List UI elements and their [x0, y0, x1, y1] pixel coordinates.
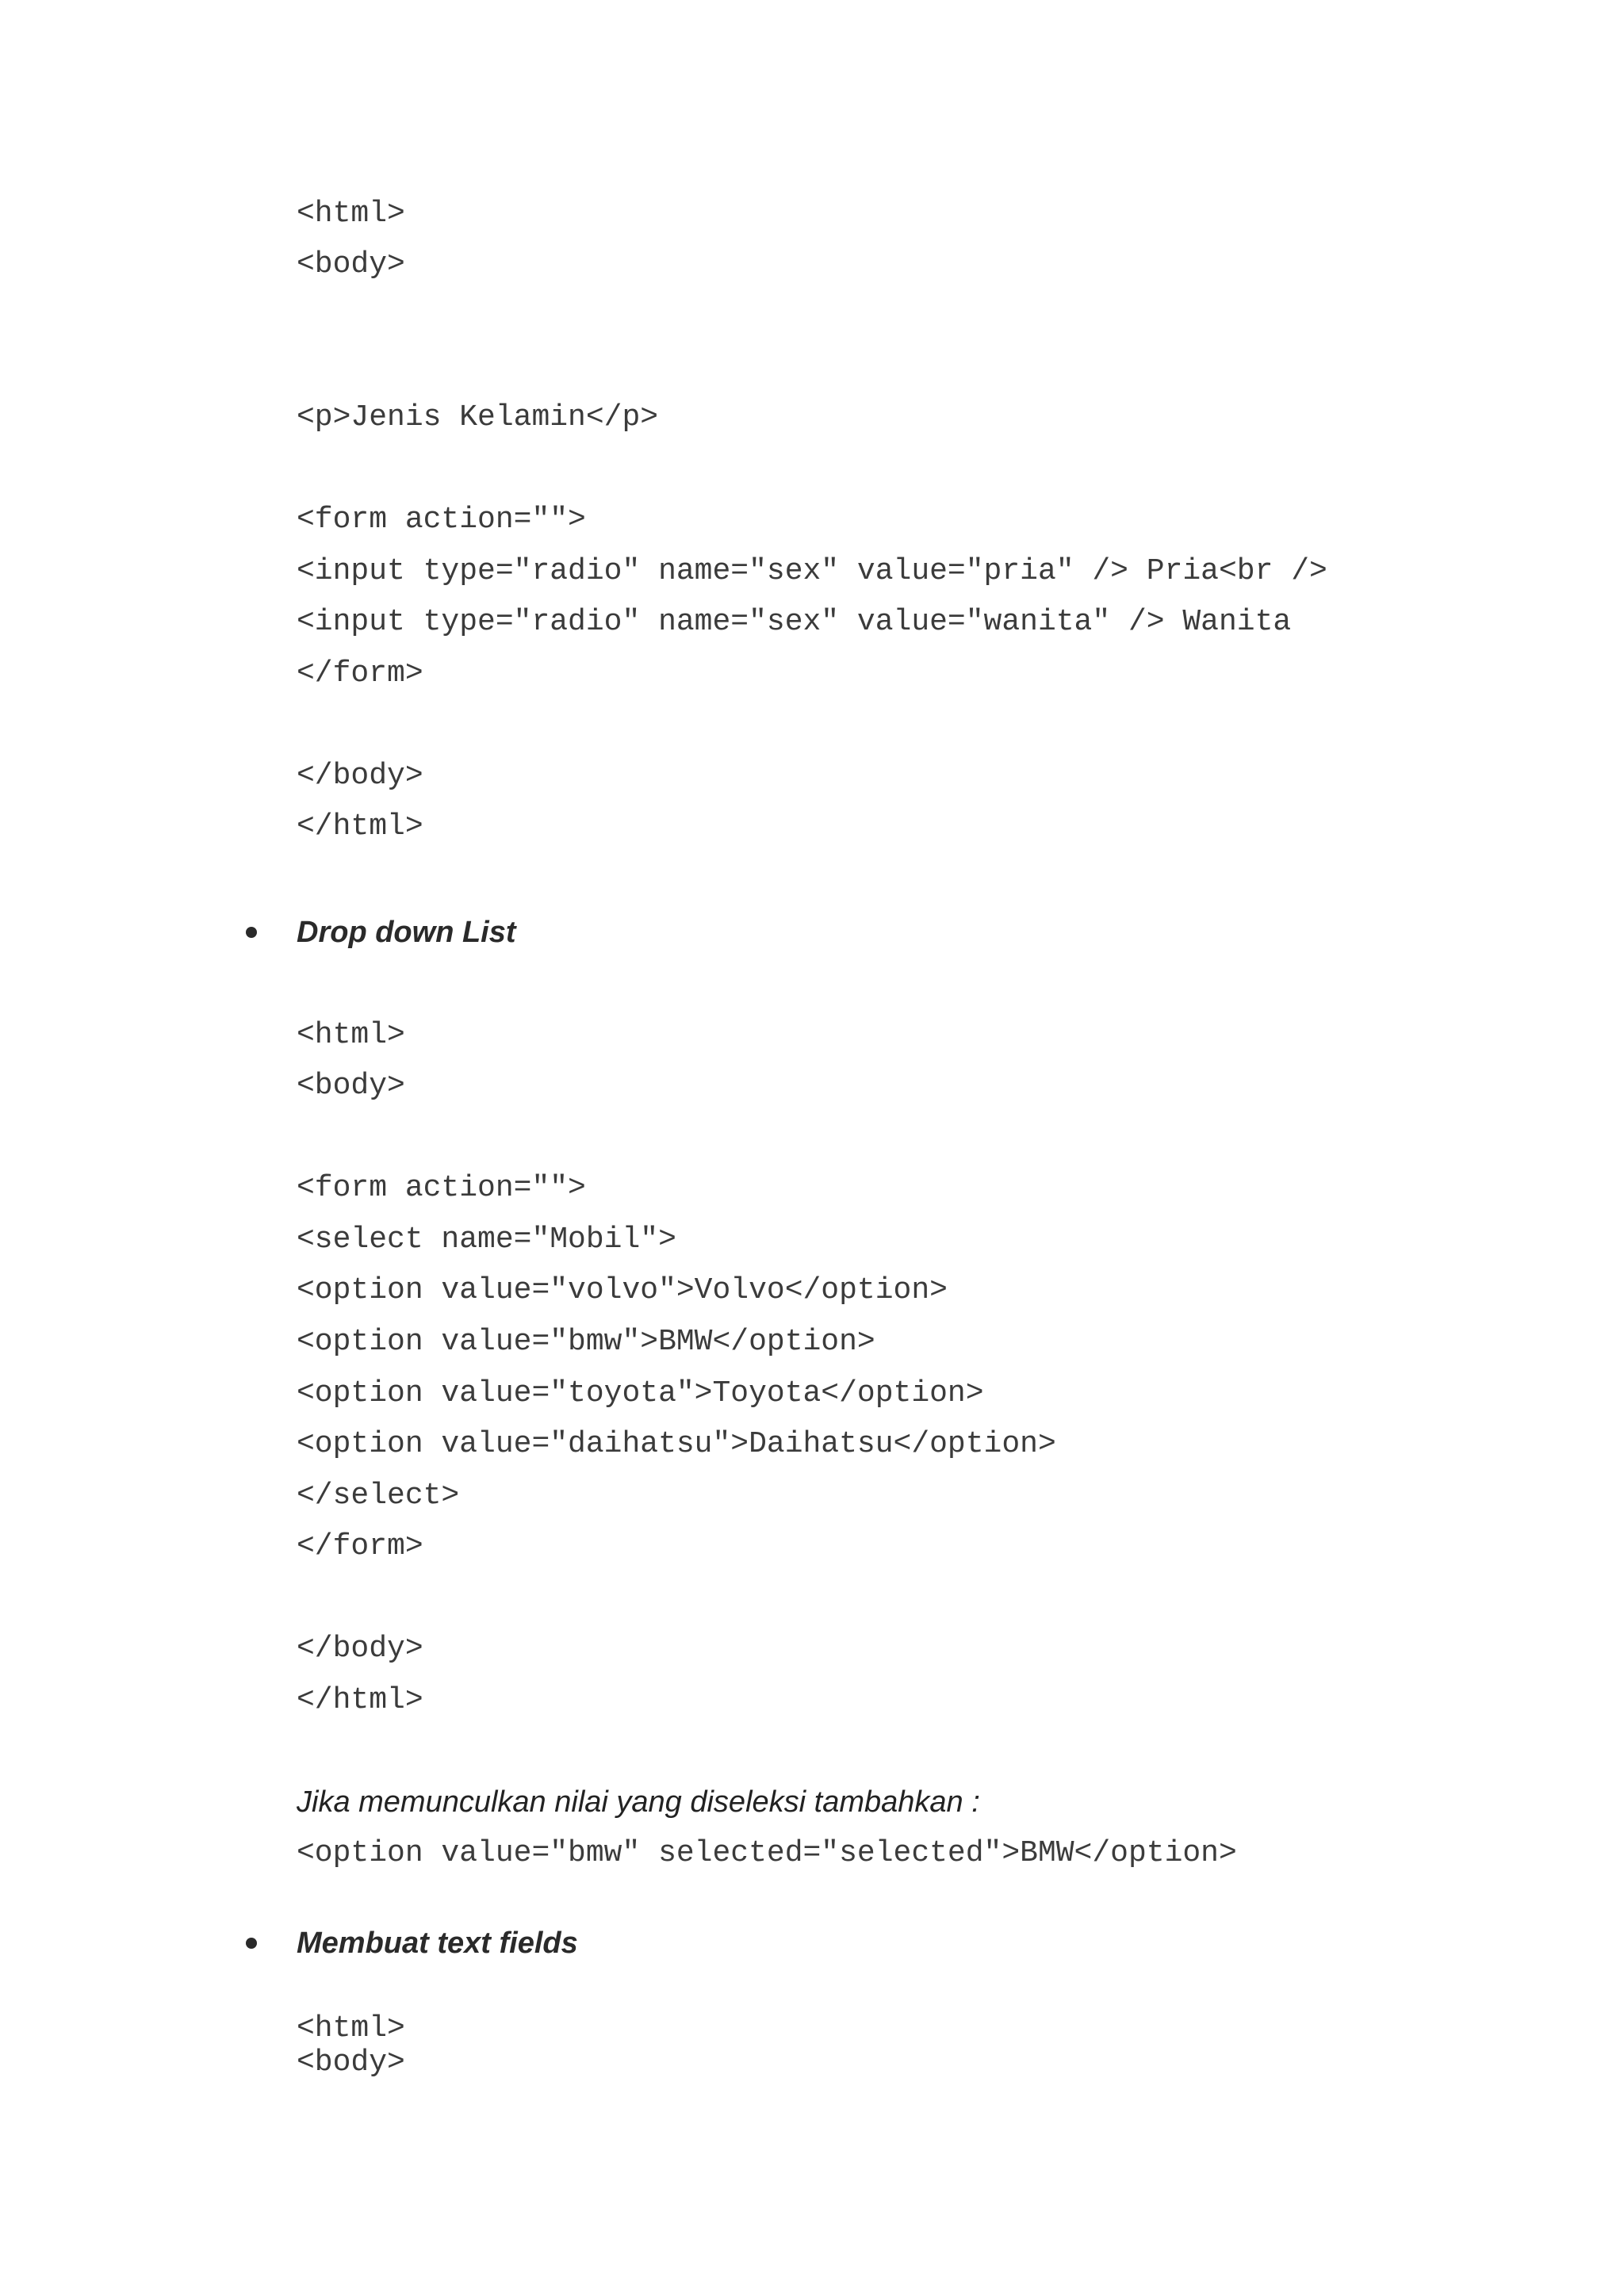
code-line: <p>Jenis Kelamin</p> [297, 400, 659, 434]
code-line: <option value="toyota">Toyota</option> [297, 1376, 984, 1410]
code-line: <body> [297, 247, 405, 281]
code-line: <html> [297, 1018, 405, 1052]
code-line: <input type="radio" name="sex" value="pria" /> Pria<br /> [297, 554, 1327, 588]
code-line: <option value="bmw">BMW</option> [297, 1325, 875, 1359]
code-line: </body> [297, 759, 423, 793]
code-line: </html> [297, 1683, 423, 1717]
code-line: </form> [297, 1529, 423, 1563]
code-line: </body> [297, 1632, 423, 1666]
code-line: <select name="Mobil"> [297, 1223, 676, 1257]
code-line: <body> [297, 1069, 405, 1103]
bullet-icon [246, 1938, 257, 1949]
code-line: <form action=""> [297, 1171, 586, 1205]
code-line: <form action=""> [297, 503, 586, 537]
code-line: <html> [297, 197, 405, 231]
section-heading: Membuat text fields [297, 1927, 578, 1960]
code-line: <html> [297, 2011, 405, 2045]
code-line: </html> [297, 809, 423, 844]
code-line: <option value="bmw" selected="selected">BMW</option> [297, 1836, 1237, 1870]
note-text: Jika memunculkan nilai yang diseleksi tambahkan : [297, 1785, 980, 1819]
code-line: </form> [297, 656, 423, 691]
code-line: <option value="volvo">Volvo</option> [297, 1273, 948, 1307]
code-line: </select> [297, 1479, 460, 1513]
bullet-icon [246, 927, 257, 938]
code-line: <input type="radio" name="sex" value="wanita" /> Wanita [297, 605, 1292, 639]
code-line: <option value="daihatsu">Daihatsu</option> [297, 1427, 1056, 1461]
code-line: <body> [297, 2045, 405, 2080]
section-heading: Drop down List [297, 916, 516, 949]
